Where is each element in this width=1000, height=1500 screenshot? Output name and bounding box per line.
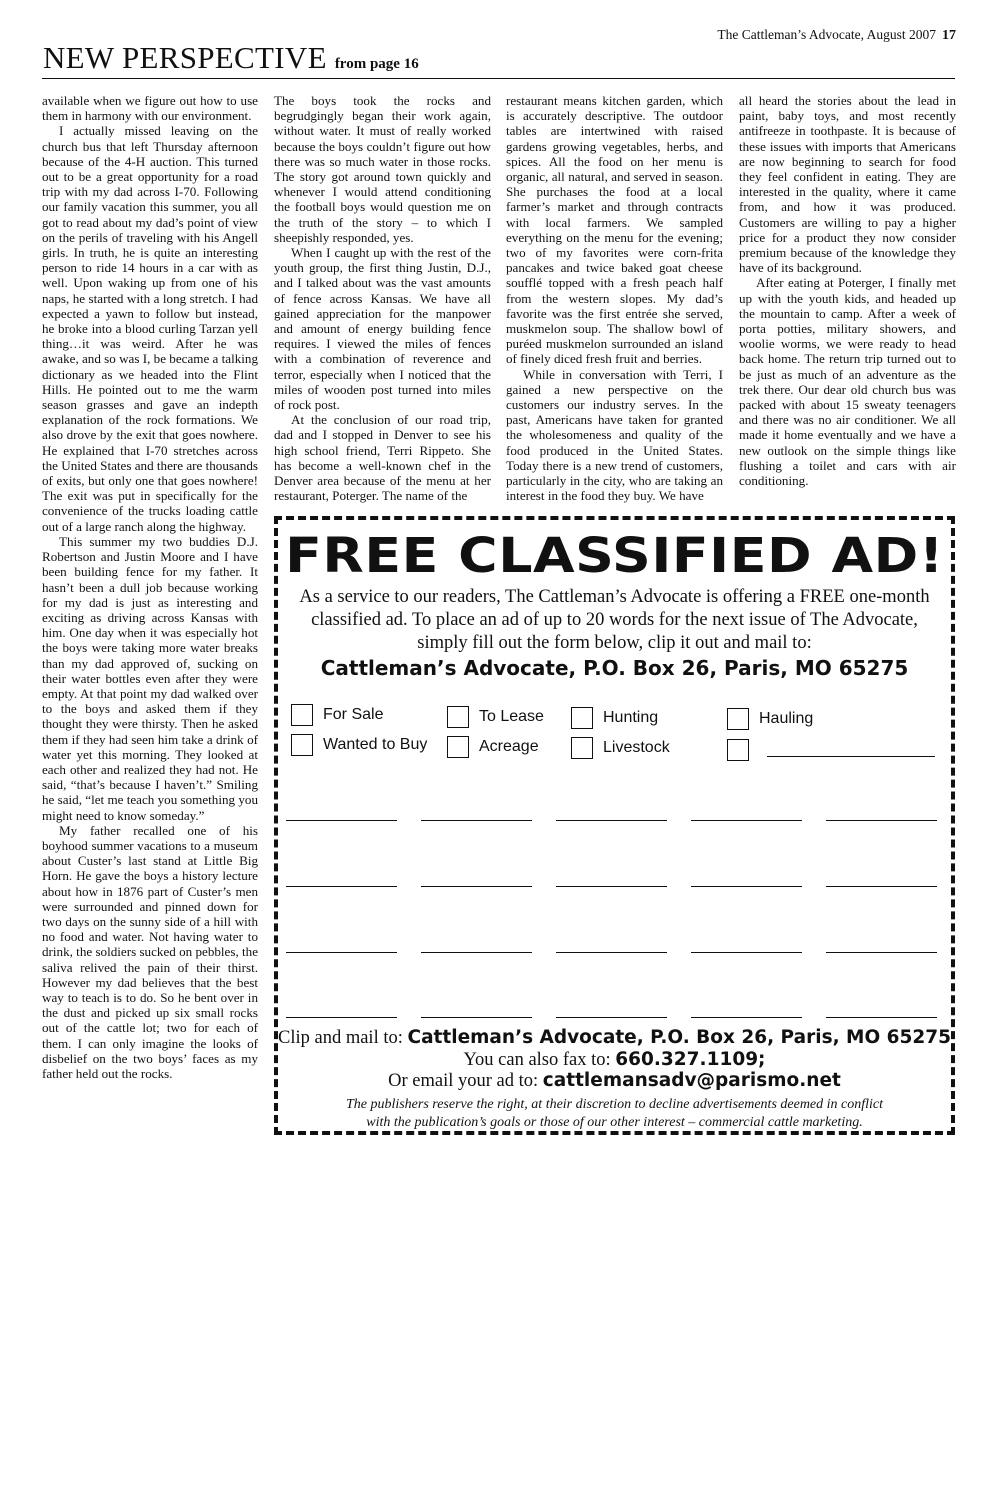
checkbox-label: Wanted to Buy [323, 736, 428, 753]
fax-line [278, 1049, 951, 1071]
article-paragraph: I actually missed leaving on the church bus that left Thursday afternoon because of the 4-H auction. This turned out to be a great opportunity for a road trip with my dad across I-70. Following our family vacation this summer, you all got to read about my dad’s point of view on the perils of traveling with his Angell girls. In truth, he is quite an interesting person to ride 14 hours in a car with as well. Upon waking up from one of his naps, he started with a long stretch. I had expected a yawn to follow but instead, he broke into a blood curling Tarzan yell thing…it was weird. After he was awake, and so was I, be became a talking dictionary as we headed into the Flint Hills. He pointed out to me the warm season grasses and gave an indepth explanation of the rock formations. We also drove by the exit that goes nowhere. He explained that I-70 stretches across the United States and there are thousands of exits, but only one that goes nowhere! The exit was put in specifically for the convenience of the trucks loading cattle out of a large ranch along the highway. [42, 123, 258, 534]
word-line[interactable] [826, 1017, 937, 1018]
word-line[interactable] [826, 820, 937, 821]
article-column-2 [274, 93, 491, 513]
checkbox-square[interactable] [291, 704, 313, 726]
checkbox-other[interactable] [727, 739, 935, 761]
article-paragraph: While in conversation with Terri, I gained a new perspective on the customers our industry serves. In the past, Americans have taken for granted the wholesomeness and quality of the food produced in the United States. Today there is a new trend of customers, particularly in the city, who are taking an interest in the food they buy. We have [506, 366, 723, 504]
article-paragraph: At the conclusion of our road trip, dad and I stopped in Denver to see his high school friend, Terri Rippeto. She has become a well-known chef in the Denver area because of the menu at her restaurant, Poterger. The name of the [274, 412, 491, 504]
checkbox-label: Acreage [479, 738, 539, 755]
section-title [43, 40, 419, 76]
checkbox-square[interactable] [447, 706, 469, 728]
article-paragraph: My father recalled one of his boyhood summer vacations to a museum about Custer’s last stand at Little Big Horn. He gave the boys a history lecture about how in 1876 part of Custer’s men were surrounded and pinned down for two days on the sunny side of a hill with no food and water. Not having water to drink, the soldiers sucked on pebbles, the saliva relived the pain of their thirst. However my dad believes that the best way to teach is to do. So he bent over in the dust and picked up six small rocks out of the cattle lot; two for each of them. I can only imagine the looks of disbelief on the two boys’ faces as my father held out the rocks. [42, 822, 258, 1081]
checkbox-label: For Sale [323, 706, 384, 723]
word-line[interactable] [556, 886, 667, 887]
checkbox-hunting[interactable] [571, 707, 658, 729]
checkbox-livestock[interactable] [571, 737, 670, 759]
checkbox-hauling[interactable] [727, 708, 813, 730]
article-column-3 [506, 93, 723, 513]
checkbox-square[interactable] [571, 737, 593, 759]
header-rule [42, 78, 955, 79]
checkbox-acreage[interactable] [447, 736, 539, 758]
disclaimer-line-1: The publishers reserve the right, at their discretion to decline advertisements deemed in conflict [345, 1097, 884, 1112]
word-line[interactable] [286, 952, 397, 953]
word-line[interactable] [421, 1017, 532, 1018]
word-line[interactable] [826, 952, 937, 953]
article-paragraph: all heard the stories about the lead in paint, baby toys, and most recently antifreeze in toothpaste. It is because of these issues with imports that Americans are now beginning to search for food they feel confident in eating. They are interested in the quality, where it came from, and how it was produced. Customers are willing to pay a higher price for a product they now consider premium because of the knowledge they have of its background. [739, 93, 956, 276]
checkbox-wanted-to-buy[interactable] [291, 734, 427, 756]
word-line[interactable] [691, 1017, 802, 1018]
page-folio [717, 27, 956, 44]
disclaimer-line-2: with the publication’s goals or those of our other interest – commercial cattle marketing. [366, 1115, 863, 1130]
email-label: Or email your ad to: [388, 1071, 539, 1091]
word-line[interactable] [691, 952, 802, 953]
checkbox-label: Hauling [759, 710, 814, 727]
word-line[interactable] [421, 952, 532, 953]
article-column-1 [42, 93, 258, 1133]
article-paragraph: The boys took the rocks and begrudgingly began their work again, without water. It must of really worked because the boys couldn’t figure out how there was so much water in those rocks. The story got around town quickly and whenever I would attend conditioning the football boys would question me on the truth of the story – to which I sheepishly responded, yes. [274, 93, 491, 245]
other-category-blank[interactable] [767, 743, 935, 757]
checkbox-label: Hunting [603, 709, 659, 726]
word-line[interactable] [556, 1017, 667, 1018]
word-line[interactable] [826, 886, 937, 887]
article-paragraph: This summer my two buddies D.J. Robertson and Justin Moore and I have been building fence for my father. It hasn’t been a dull job because working for my dad is just as interesting and exciting as driving across Kansas with him. One day when it was especially hot the boys were taking more water breaks than my dad approved of, sucking on their water bottles even after they were empty. At that point my dad walked over to the boys and asked them if they thought they were thirsty. Then he asked them if they had seen him take a drink of water yet this morning. They looked at each other and realized they had not. He said, “that’s because I haven’t.” Smiling he said, “let me teach you something you might need to know someday.” [42, 533, 258, 823]
checkbox-to-lease[interactable] [447, 706, 544, 728]
checkbox-label: Livestock [603, 739, 670, 756]
word-line[interactable] [286, 886, 397, 887]
ad-headline: FREE CLASSIFIED AD! [285, 528, 944, 584]
word-line[interactable] [691, 886, 802, 887]
page-number: 17 [942, 28, 956, 43]
email-address[interactable]: cattlemansadv@parismo.net [542, 1070, 841, 1091]
disclaimer [278, 1096, 951, 1132]
word-line[interactable] [691, 820, 802, 821]
fax-number: 660.327.1109; [615, 1049, 766, 1070]
section-title-text: NEW PERSPECTIVE [43, 40, 327, 75]
article-paragraph: restaurant means kitchen garden, which is accurately descriptive. The outdoor tables are intertwined with raised gardens growing vegetables, herbs, and spices. All the food on her menu is organic, all natural, and served in season. She purchases the food at a local farmer’s market and through contracts with local farmers. We sampled everything on the menu for the evening; two of my favorites were corn-frita pancakes and twice baked goat cheese soufflé topped with a fresh peach half from the western slopes. My dad’s favorite was the first entrée she served, muskmelon soup. The shallow bowl of puréed muskmelon surrounded an island of finely diced fresh fruit and berries. [506, 93, 723, 367]
word-line[interactable] [421, 886, 532, 887]
word-line[interactable] [556, 952, 667, 953]
checkbox-label: To Lease [479, 708, 544, 725]
checkbox-for-sale[interactable] [291, 704, 383, 726]
article-paragraph: available when we figure out how to use them in harmony with our environment. [42, 93, 258, 124]
word-line[interactable] [421, 820, 532, 821]
word-line[interactable] [556, 820, 667, 821]
publication-date: The Cattleman’s Advocate, August 2007 [717, 27, 936, 42]
word-line[interactable] [286, 1017, 397, 1018]
article-paragraph: When I caught up with the rest of the youth group, the first thing Justin, D.J., and I talked about was the vast amounts of fence across Kansas. We have all gained appreciation for the manpower and amount of energy building fence requires. I viewed the miles of fences with a combination of reverence and terror, especially when I noticed that the miles of wooden post turned into miles of rock post. [274, 245, 491, 413]
word-line[interactable] [286, 820, 397, 821]
email-line [278, 1070, 951, 1092]
clip-mail-line [278, 1027, 951, 1049]
ad-intro: As a service to our readers, The Cattleman’s Advocate is offering a FREE one-month classified ad. To place an ad of up to 20 words for the next issue of The Advocate, simply fill out the form below, clip it out and mail to: [299, 587, 930, 653]
checkbox-square[interactable] [291, 734, 313, 756]
checkbox-square[interactable] [727, 708, 749, 730]
checkbox-square[interactable] [447, 736, 469, 758]
clip-address: Cattleman’s Advocate, P.O. Box 26, Paris, MO 65275 [407, 1027, 951, 1048]
article-paragraph: After eating at Poterger, I finally met up with the youth kids, and headed up the mountain to camp. After a week of porta potties, military showers, and woolie worms, we were ready to head back home. The return trip turned out to be just as much of an adventure as the trek there. Our dear old church bus was packed with about 15 sweaty teenagers and there was no air conditioner. We all made it home eventually and we have a new outlook on the simple things like flushing a toilet and cars with air conditioning. [739, 275, 956, 489]
clip-label: Clip and mail to: [278, 1028, 403, 1048]
continuation-note: from page 16 [334, 56, 419, 72]
ad-mailing-address: Cattleman’s Advocate, P.O. Box 26, Paris, MO 65275 [320, 656, 909, 680]
checkbox-square[interactable] [727, 739, 749, 761]
checkbox-square[interactable] [571, 707, 593, 729]
article-column-4 [739, 93, 956, 513]
classified-ad-form [274, 516, 955, 1135]
fax-label: You can also fax to: [463, 1050, 611, 1070]
